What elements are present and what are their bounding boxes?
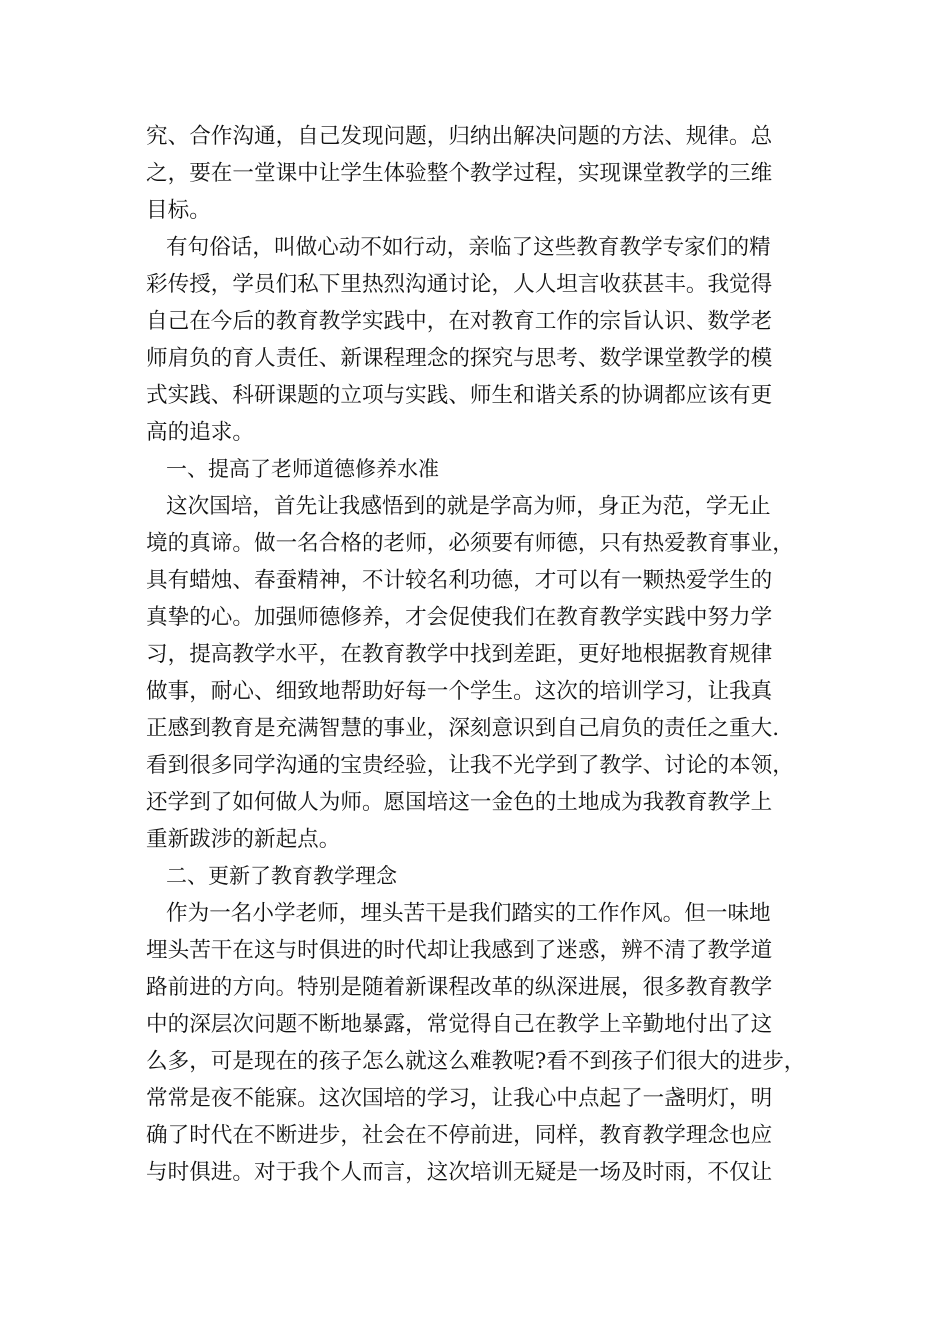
text-line: 么多，可是现在的孩子怎么就这么难教呢?看不到孩子们很大的进步，	[146, 1049, 806, 1074]
text-line: 做事，耐心、细致地帮助好每一个学生。这次的培训学习，让我真	[146, 679, 773, 704]
text-line: 中的深层次问题不断地暴露，常觉得自己在教学上辛勤地付出了这	[146, 1012, 773, 1037]
text-line: 彩传授，学员们私下里热烈沟通讨论，人人坦言收获甚丰。我觉得	[146, 272, 773, 297]
section-heading: 二、更新了教育教学理念	[166, 864, 397, 888]
text-line: 目标。	[146, 198, 211, 223]
text-line: 路前进的方向。特别是随着新课程改革的纵深进展，很多教育教学	[146, 975, 773, 1000]
text-line: 常常是夜不能寐。这次国培的学习，让我心中点起了一盏明灯，明	[146, 1086, 773, 1111]
text-line: 确了时代在不断进步，社会在不停前进，同样，教育教学理念也应	[146, 1123, 773, 1148]
section-heading: 一、提高了老师道德修养水准	[166, 457, 439, 481]
text-line: 式实践、科研课题的立项与实践、师生和谐关系的协调都应该有更	[146, 383, 773, 408]
text-line: 具有蜡烛、春蚕精神，不计较名利功德，才可以有一颗热爱学生的	[146, 568, 773, 593]
text-line: 高的追求。	[146, 420, 254, 445]
text-line: 与时俱进。对于我个人而言，这次培训无疑是一场及时雨，不仅让	[146, 1160, 773, 1185]
text-line: 之，要在一堂课中让学生体验整个教学过程，实现课堂教学的三维	[146, 161, 773, 186]
text-line: 这次国培，首先让我感悟到的就是学高为师，身正为范，学无止	[166, 494, 771, 519]
text-line: 真挚的心。加强师德修养，才会促使我们在教育教学实践中努力学	[146, 605, 773, 630]
text-line: 看到很多同学沟通的宝贵经验，让我不光学到了教学、讨论的本领，	[146, 753, 794, 778]
text-line: 作为一名小学老师，埋头苦干是我们踏实的工作作风。但一味地	[166, 901, 771, 926]
text-line: 师肩负的育人责任、新课程理念的探究与思考、数学课堂教学的模	[146, 346, 773, 371]
text-line: 还学到了如何做人为师。愿国培这一金色的土地成为我教育教学上	[146, 790, 773, 815]
text-line: 究、合作沟通，自己发现问题，归纳出解决问题的方法、规律。总	[146, 124, 773, 149]
document-body	[146, 118, 806, 1191]
text-line: 有句俗话，叫做心动不如行动，亲临了这些教育教学专家们的精	[166, 235, 771, 260]
text-line: 习，提高教学水平，在教育教学中找到差距，更好地根据教育规律	[146, 642, 773, 667]
text-line: 自己在今后的教育教学实践中，在对教育工作的宗旨认识、数学老	[146, 309, 773, 334]
text-line: 埋头苦干在这与时俱进的时代却让我感到了迷惑，辨不清了教学道	[146, 938, 773, 963]
text-line: 正感到教育是充满智慧的事业，深刻意识到自己肩负的责任之重大.	[146, 716, 780, 741]
text-line: 重新跋涉的新起点。	[146, 827, 341, 852]
text-line: 境的真谛。做一名合格的老师，必须要有师德，只有热爱教育事业，	[146, 531, 794, 556]
